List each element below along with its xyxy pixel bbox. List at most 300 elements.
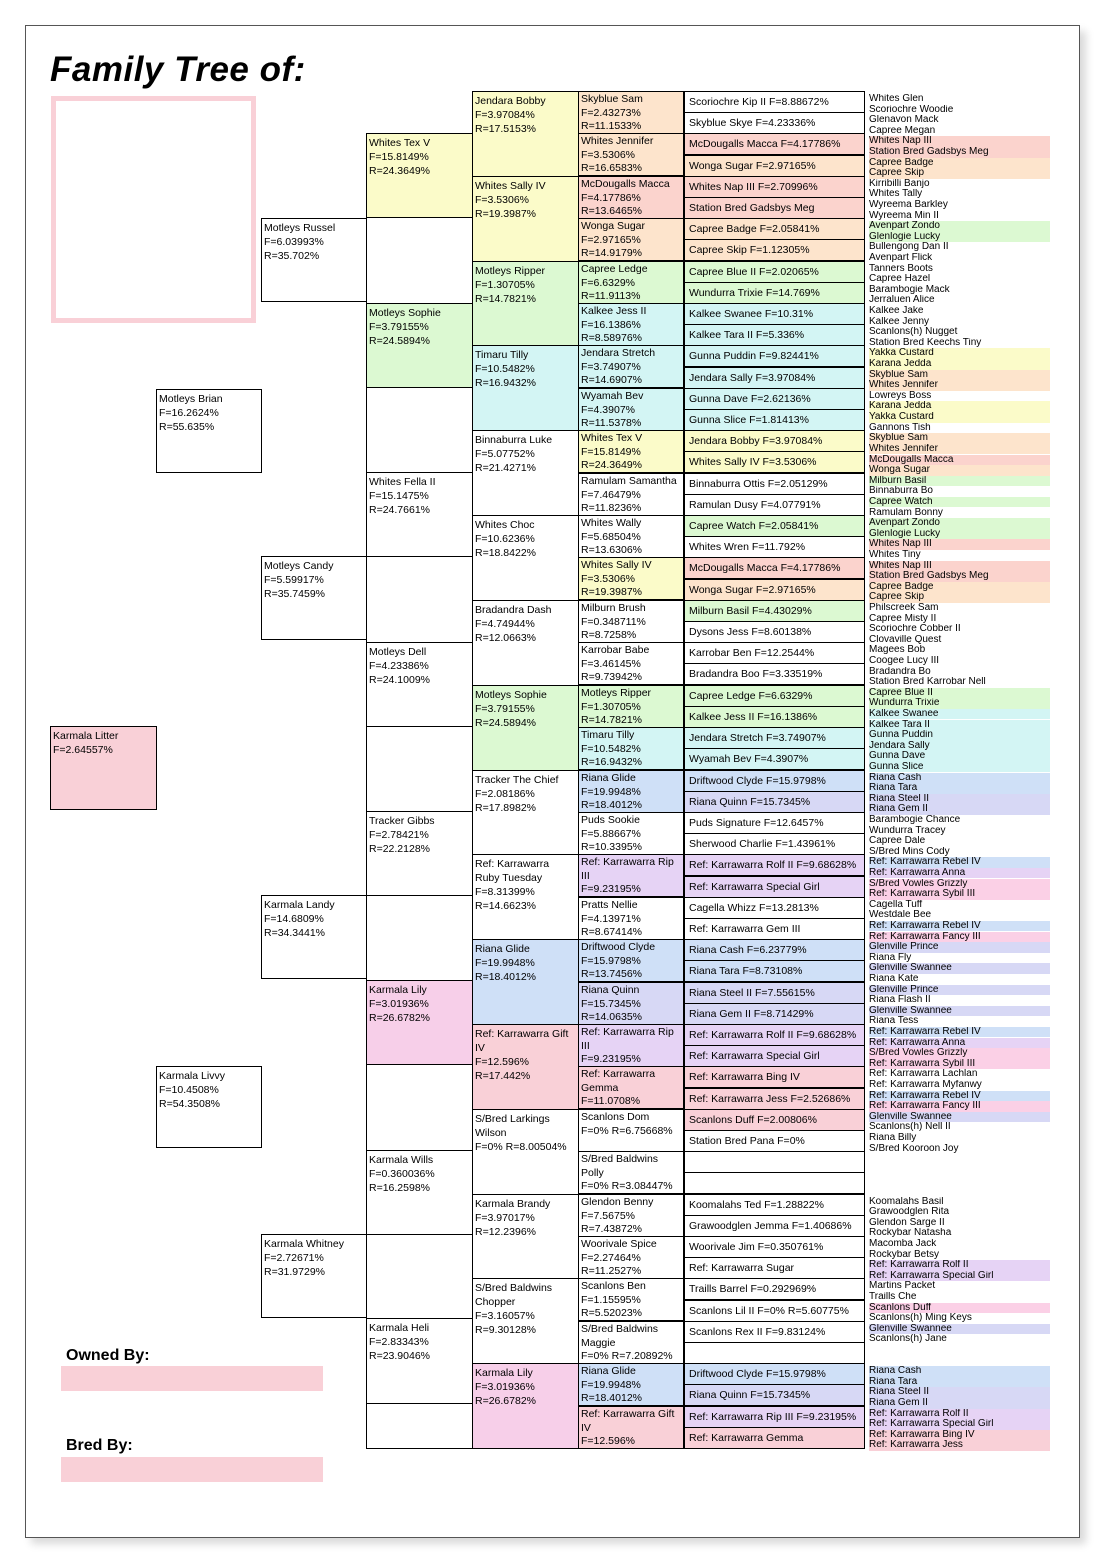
ancestor-gen8-entry: Ref: Karrawarra Sybil III bbox=[869, 889, 1050, 900]
animal-name: Karmala Wills bbox=[369, 1154, 434, 1166]
ancestor-gen8-entry: Bullengong Dan II bbox=[869, 242, 949, 253]
relationship-coefficient: R=31.9729% bbox=[264, 1266, 326, 1278]
ancestor-line: S/Bred Baldwins bbox=[475, 1282, 553, 1294]
great-grandparent-box-10 bbox=[366, 895, 473, 981]
ancestor-line: IV bbox=[475, 1042, 485, 1054]
ancestor-line: F=10.5482% bbox=[475, 363, 535, 375]
ancestor-gen5-box-12 bbox=[472, 1024, 579, 1110]
ancestor-line: R=8.7258% bbox=[581, 629, 637, 641]
ancestor-gen8-entry bbox=[869, 1345, 1050, 1356]
animal-name: Karmala Heli bbox=[369, 1322, 430, 1334]
ancestor-gen8-entry: Milburn Basil bbox=[869, 476, 1050, 487]
ancestor-gen8-entry: Rockybar Betsy bbox=[869, 1249, 940, 1260]
ancestor-gen8-entry: Kirribilli Banjo bbox=[869, 178, 930, 189]
ancestor-entry: Ref: Karrawarra Gemma bbox=[689, 1432, 804, 1444]
great-grandparent-box-11 bbox=[366, 980, 473, 1065]
ancestor-entry: Woorivale Jim F=0.350761% bbox=[689, 1241, 824, 1253]
ancestor-gen7-box-59 bbox=[684, 1321, 865, 1343]
ancestor-gen8-entry: Wundurra Tracey bbox=[869, 825, 946, 836]
ancestor-gen8-entry: Ref: Karrawarra Jess bbox=[869, 1440, 1050, 1451]
ancestor-gen8-entry: Philscreek Sam bbox=[869, 602, 939, 613]
ancestor-line: R=17.8982% bbox=[475, 802, 537, 814]
ancestor-gen6-box-9 bbox=[578, 430, 684, 473]
ancestor-gen6-box-18 bbox=[578, 812, 684, 855]
relationship-coefficient: R=23.9046% bbox=[369, 1350, 431, 1362]
ancestor-gen5-box-11 bbox=[472, 939, 579, 1025]
ancestor-gen8-entry bbox=[869, 1175, 1050, 1186]
ancestor-line: F=19.9948% bbox=[581, 1378, 641, 1391]
ancestor-gen8-entry: Ref: Karrawarra Special Girl bbox=[869, 1271, 1050, 1282]
ancestor-line: R=17.5153% bbox=[475, 123, 537, 135]
relationship-coefficient: R=55.635% bbox=[159, 421, 215, 433]
ancestor-entry: Scoriochre Kip II F=8.88672% bbox=[689, 96, 829, 108]
ancestor-line: R=16.6583% bbox=[581, 162, 643, 174]
ancestor-gen8-entry: Kalkee Tara II bbox=[869, 720, 1050, 731]
ancestor-gen8-entry: Lowreys Boss bbox=[869, 390, 932, 401]
ancestor-gen8-entry: Ref: Karrawarra Rebel IV bbox=[869, 1027, 1050, 1038]
ancestor-line: F=0% R=8.00504% bbox=[475, 1141, 567, 1153]
ancestor-entry: Ref: Karrawarra Jess F=2.52686% bbox=[689, 1093, 851, 1105]
ancestor-gen6-box-20 bbox=[578, 897, 684, 940]
ancestor-gen7-box-55 bbox=[684, 1236, 865, 1258]
ancestor-entry: Traills Barrel F=0.292969% bbox=[689, 1283, 817, 1295]
ancestor-gen8-entry: Scanlons Duff bbox=[869, 1303, 1050, 1314]
ancestor-entry: Driftwood Clyde F=15.9798% bbox=[689, 1368, 826, 1380]
ancestor-gen8-entry: Capree Badge bbox=[869, 158, 1050, 169]
sire-dam-box-2 bbox=[156, 1066, 262, 1148]
ancestor-line: F=9.23195% bbox=[581, 883, 641, 895]
ancestor-line: R=16.9432% bbox=[581, 756, 643, 768]
ancestor-line: R=13.6306% bbox=[581, 544, 643, 556]
ancestor-line: R=11.2527% bbox=[581, 1265, 642, 1277]
ancestor-gen7-box-53 bbox=[684, 1194, 865, 1216]
ancestor-gen8-entry: Ref: Karrawarra Rolf II bbox=[869, 1260, 1050, 1271]
ancestor-gen7-box-36 bbox=[684, 833, 865, 855]
ancestor-entry: Riana Tara F=8.73108% bbox=[689, 965, 803, 977]
ancestor-gen7-box-17 bbox=[684, 430, 865, 452]
ancestor-line: F=12.596% bbox=[581, 1435, 635, 1447]
ancestor-gen8-entry: Binnaburra Bo bbox=[869, 486, 933, 497]
ancestor-line: Whites Jennifer bbox=[581, 135, 654, 147]
ancestor-line: F=10.6236% bbox=[475, 533, 535, 545]
ancestor-gen7-box-40 bbox=[684, 918, 865, 940]
ancestor-line: Driftwood Clyde bbox=[581, 941, 656, 953]
ancestor-gen8-entry: Capree Badge bbox=[869, 582, 1050, 593]
ancestor-entry: Ref: Karrawarra Rolf II F=9.68628% bbox=[689, 859, 857, 871]
ancestor-gen8-entry: Martins Packet bbox=[869, 1281, 936, 1292]
ancestor-entry: Jendara Sally F=3.97084% bbox=[689, 372, 816, 384]
ancestor-gen7-box-6 bbox=[684, 197, 865, 219]
ancestor-line: R=14.7821% bbox=[581, 714, 643, 726]
ancestor-gen6-box-16 bbox=[578, 727, 684, 770]
ancestor-entry: Sherwood Charlie F=1.43961% bbox=[689, 838, 836, 850]
ancestor-gen6-box-32 bbox=[578, 1406, 684, 1449]
ancestor-gen8-entry: Glenville Prince bbox=[869, 985, 1050, 996]
ancestor-gen8-entry: Riana Kate bbox=[869, 973, 919, 984]
ancestor-gen6-box-31 bbox=[578, 1363, 684, 1406]
ancestor-gen8-entry: Whites Nap III bbox=[869, 539, 1050, 550]
inbreeding-coefficient: F=15.8149% bbox=[369, 151, 429, 163]
ancestor-gen8-entry: Ref: Karrawarra Bing IV bbox=[869, 1430, 1050, 1441]
ancestor-line: Karmala Brandy bbox=[475, 1198, 551, 1210]
ancestor-gen7-box-21 bbox=[684, 515, 865, 537]
ancestor-gen7-box-4 bbox=[684, 155, 865, 177]
ancestor-line: Ruby Tuesday bbox=[475, 872, 543, 884]
ancestor-gen8-entry: Wundurra Trixie bbox=[869, 698, 1050, 709]
photo-frame bbox=[51, 96, 256, 323]
ancestor-entry: Capree Badge F=2.05841% bbox=[689, 223, 820, 235]
ancestor-entry: Ref: Karrawarra Special Girl bbox=[689, 881, 820, 893]
ancestor-gen8-entry: Magees Bob bbox=[869, 645, 926, 656]
ancestor-gen8-entry: Ref: Karrawarra Sybil III bbox=[869, 1059, 1050, 1070]
ancestor-gen7-box-51 bbox=[684, 1151, 865, 1173]
ancestor-line: F=12.596% bbox=[475, 1056, 529, 1068]
ancestor-entry: Jendara Bobby F=3.97084% bbox=[689, 435, 823, 447]
ancestor-line: Whites Choc bbox=[475, 519, 535, 531]
inbreeding-coefficient: F=10.4508% bbox=[159, 1084, 219, 1096]
ancestor-line: S/Bred Baldwins bbox=[581, 1153, 659, 1165]
ancestor-gen7-box-60 bbox=[684, 1342, 865, 1364]
ancestor-gen5-box-15 bbox=[472, 1278, 579, 1364]
ancestor-gen8-entry: Ref: Karrawarra Fancy III bbox=[869, 1101, 1050, 1112]
ancestor-gen8-entry: Avenpart Flick bbox=[869, 253, 933, 263]
ancestor-gen7-box-1 bbox=[684, 91, 865, 113]
ancestor-line: F=9.23195% bbox=[581, 1053, 641, 1065]
ancestor-entry: Driftwood Clyde F=15.9798% bbox=[689, 775, 826, 787]
ancestor-gen7-box-41 bbox=[684, 939, 865, 961]
ancestor-gen6-box-28 bbox=[578, 1236, 684, 1279]
ancestor-gen7-box-43 bbox=[684, 982, 865, 1004]
ancestor-gen7-box-29 bbox=[684, 685, 865, 707]
ancestor-gen7-box-2 bbox=[684, 112, 865, 134]
ancestor-line: F=1.30705% bbox=[581, 700, 641, 713]
ancestor-line: R=26.6782% bbox=[475, 1395, 537, 1407]
ancestor-gen8-entry: Barambogie Mack bbox=[869, 284, 950, 295]
ancestor-line: F=4.13971% bbox=[581, 912, 641, 925]
ancestor-gen5-box-4 bbox=[472, 345, 579, 431]
ancestor-line: F=2.08186% bbox=[475, 788, 535, 800]
ancestor-gen5-box-1 bbox=[472, 91, 579, 177]
owned-by-field[interactable] bbox=[61, 1366, 323, 1391]
ancestor-gen8-entry: Ramulam Bonny bbox=[869, 507, 943, 518]
ancestor-gen8-entry: Jerraluen Alice bbox=[869, 295, 935, 306]
ancestor-gen7-box-38 bbox=[684, 876, 865, 898]
ancestor-line: Ref: Karrawarra Rip bbox=[581, 856, 674, 868]
ancestor-gen8-entry: Capree Skip bbox=[869, 168, 1050, 179]
ancestor-gen8-entry: Wyreema Min II bbox=[869, 210, 939, 221]
great-grandparent-box-16 bbox=[366, 1403, 473, 1449]
ancestor-entry: Riana Quinn F=15.7345% bbox=[689, 796, 811, 808]
ancestor-gen6-box-26 bbox=[578, 1151, 684, 1194]
ancestor-line: Puds Sookie bbox=[581, 814, 640, 826]
ancestor-entry: Station Bred Gadsbys Meg bbox=[689, 202, 815, 214]
ancestor-gen8-entry: Whites Tally bbox=[869, 189, 923, 200]
ancestor-line: Maggie bbox=[581, 1336, 616, 1349]
animal-name: Motleys Brian bbox=[159, 393, 223, 405]
ancestor-gen7-box-10 bbox=[684, 282, 865, 304]
ancestor-gen6-box-15 bbox=[578, 685, 684, 728]
ancestor-line: R=21.4271% bbox=[475, 462, 537, 474]
ancestor-line: F=19.9948% bbox=[581, 785, 641, 798]
ancestor-gen8-entry: Barambogie Chance bbox=[869, 814, 961, 825]
animal-name: Karmala Litter bbox=[53, 730, 119, 742]
ancestor-entry: Bradandra Boo F=3.33519% bbox=[689, 668, 823, 680]
ancestor-line: F=3.5306% bbox=[581, 148, 635, 161]
ancestor-gen6-box-4 bbox=[578, 218, 684, 261]
ancestor-gen8-entry: Ref: Karrawarra Anna bbox=[869, 1038, 1050, 1049]
ancestor-line: F=15.7345% bbox=[581, 997, 641, 1010]
ancestor-entry: Koomalahs Ted F=1.28822% bbox=[689, 1199, 824, 1211]
ancestor-entry: Kalkee Jess II F=16.1386% bbox=[689, 711, 818, 723]
ancestor-gen8-entry: Jendara Sally bbox=[869, 741, 1050, 752]
ancestor-line: R=8.58976% bbox=[581, 332, 643, 344]
ancestor-line: F=0% R=6.75668% bbox=[581, 1124, 673, 1137]
ancestor-gen5-box-14 bbox=[472, 1194, 579, 1280]
ancestor-gen8-entry: Rockybar Natasha bbox=[869, 1228, 952, 1239]
ancestor-gen6-box-19 bbox=[578, 854, 684, 897]
ancestor-gen8-entry: Glenville Swannee bbox=[869, 1112, 1050, 1123]
ancestor-line: F=2.27464% bbox=[581, 1251, 641, 1264]
animal-name: Whites Fella II bbox=[369, 476, 436, 488]
ancestor-entry: Ref: Karrawarra Bing IV bbox=[689, 1071, 800, 1083]
ancestor-entry: Ref: Karrawarra Rolf II F=9.68628% bbox=[689, 1029, 857, 1041]
great-grandparent-box-3 bbox=[366, 303, 473, 388]
inbreeding-coefficient: F=3.79155% bbox=[369, 321, 429, 333]
ancestor-gen7-box-24 bbox=[684, 579, 865, 601]
ancestor-gen8-entry: Station Bred Karrobar Nell bbox=[869, 677, 986, 688]
bred-by-field[interactable] bbox=[61, 1457, 323, 1482]
ancestor-gen6-box-7 bbox=[578, 345, 684, 388]
ancestor-gen8-entry bbox=[869, 1186, 1050, 1197]
ancestor-entry: Whites Nap III F=2.70996% bbox=[689, 181, 818, 193]
ancestor-gen8-entry: Station Bred Gadsbys Meg bbox=[869, 147, 1050, 158]
animal-name: Motleys Dell bbox=[369, 646, 427, 658]
ancestor-gen7-box-57 bbox=[684, 1278, 865, 1300]
relationship-coefficient: R=22.2128% bbox=[369, 843, 431, 855]
ancestor-line: F=10.5482% bbox=[581, 742, 641, 755]
ancestor-gen8-entry: Riana Billy bbox=[869, 1133, 917, 1143]
ancestor-line: III bbox=[581, 869, 590, 882]
ancestor-gen7-box-32 bbox=[684, 748, 865, 770]
inbreeding-coefficient: F=14.6809% bbox=[264, 913, 324, 925]
ancestor-gen8-entry: Riana Tess bbox=[869, 1016, 919, 1027]
great-grandparent-box-13 bbox=[366, 1150, 473, 1235]
inbreeding-coefficient: F=2.78421% bbox=[369, 829, 429, 841]
ancestor-gen5-box-3 bbox=[472, 261, 579, 347]
ancestor-gen8-entry: Bradandra Bo bbox=[869, 666, 931, 677]
ancestor-gen8-entry: Ref: Karrawarra Special Girl bbox=[869, 1419, 1050, 1430]
ancestor-gen6-box-14 bbox=[578, 642, 684, 685]
ancestor-line: R=13.7456% bbox=[581, 968, 643, 980]
ancestor-gen7-box-46 bbox=[684, 1045, 865, 1067]
ancestor-gen8-entry: Riana Gem II bbox=[869, 804, 1050, 815]
ancestor-gen6-box-30 bbox=[578, 1321, 684, 1364]
ancestor-gen7-box-34 bbox=[684, 791, 865, 813]
ancestor-line: Wilson bbox=[475, 1127, 507, 1139]
ancestor-line: F=3.79155% bbox=[475, 703, 535, 715]
great-grandparent-box-15 bbox=[366, 1318, 473, 1404]
ancestor-gen8-entry: Ref: Karrawarra Rebel IV bbox=[869, 857, 1050, 868]
ancestor-entry: Riana Cash F=6.23779% bbox=[689, 944, 807, 956]
ancestor-line: Woorivale Spice bbox=[581, 1238, 657, 1250]
ancestor-gen7-box-35 bbox=[684, 812, 865, 834]
ancestor-gen7-box-28 bbox=[684, 663, 865, 685]
ancestor-line: Karrobar Babe bbox=[581, 644, 650, 656]
page-title: Family Tree of: bbox=[50, 50, 306, 89]
ancestor-entry: Scanlons Duff F=2.00806% bbox=[689, 1114, 817, 1126]
ancestor-gen8-entry: Riana Gem II bbox=[869, 1398, 1050, 1409]
ancestor-gen7-box-9 bbox=[684, 261, 865, 283]
ancestor-line: Gemma bbox=[581, 1081, 619, 1094]
ancestor-line: Whites Wally bbox=[581, 517, 642, 529]
ancestor-gen8-entry: Whites Tiny bbox=[869, 549, 921, 560]
ancestor-line: Ref: Karrawarra Gift bbox=[475, 1028, 569, 1040]
ancestor-line: Polly bbox=[581, 1166, 604, 1179]
ancestor-gen8-entry: Capree Watch bbox=[869, 497, 1050, 508]
ancestor-line: Capree Ledge bbox=[581, 263, 648, 275]
ancestor-line: F=15.9798% bbox=[581, 954, 641, 967]
ancestor-line: Timaru Tilly bbox=[581, 729, 635, 741]
ancestor-line: F=3.97017% bbox=[475, 1212, 535, 1224]
ancestor-gen8-entry: Tanners Boots bbox=[869, 263, 933, 274]
ancestor-line: Riana Glide bbox=[581, 1365, 636, 1377]
ancestor-gen8-entry: Grawoodglen Rita bbox=[869, 1207, 950, 1218]
animal-name: Karmala Landy bbox=[264, 899, 335, 911]
ancestor-entry: Milburn Basil F=4.43029% bbox=[689, 605, 812, 617]
ancestor-line: Skyblue Sam bbox=[581, 93, 643, 105]
ancestor-line: F=0% R=3.08447% bbox=[581, 1180, 673, 1192]
ancestor-gen8-entry: Macomba Jack bbox=[869, 1239, 937, 1249]
ancestor-gen8-entry: Whites Jennifer bbox=[869, 380, 1050, 391]
ancestor-entry: Gunna Slice F=1.81413% bbox=[689, 414, 809, 426]
ancestor-line: S/Bred Baldwins bbox=[581, 1323, 659, 1335]
ancestor-gen7-box-39 bbox=[684, 897, 865, 919]
ancestor-line: F=3.16057% bbox=[475, 1310, 535, 1322]
ancestor-gen8-entry: Capree Hazel bbox=[869, 274, 931, 285]
ancestor-line: F=5.88667% bbox=[581, 827, 641, 840]
ancestor-gen6-box-5 bbox=[578, 261, 684, 304]
ancestor-entry: Ref: Karrawarra Sugar bbox=[689, 1262, 795, 1274]
ancestor-line: R=17.442% bbox=[475, 1070, 531, 1082]
ancestor-gen7-box-22 bbox=[684, 536, 865, 558]
grandparent-box-3 bbox=[261, 895, 367, 979]
ancestor-line: R=24.3649% bbox=[581, 459, 643, 471]
ancestor-line: F=3.46145% bbox=[581, 657, 641, 670]
ancestor-gen8-entry: Station Bred Keechs Tiny bbox=[869, 337, 982, 348]
ancestor-gen7-box-12 bbox=[684, 324, 865, 346]
ancestor-line: Whites Sally IV bbox=[475, 180, 546, 192]
ancestor-gen8-entry: Riana Flash II bbox=[869, 995, 931, 1006]
relationship-coefficient: R=16.2598% bbox=[369, 1182, 431, 1194]
ancestor-entry: Binnaburra Ottis F=2.05129% bbox=[689, 478, 828, 490]
ancestor-gen8-entry: Karana Jedda bbox=[869, 359, 1050, 370]
dam-sire-subject-box bbox=[50, 726, 157, 810]
ancestor-gen8-entry: Riana Steel II bbox=[869, 794, 1050, 805]
bred-by-label: Bred By: bbox=[66, 1437, 133, 1454]
ancestor-line: R=18.4012% bbox=[581, 799, 643, 811]
ancestor-gen6-box-12 bbox=[578, 557, 684, 600]
ancestor-gen6-box-27 bbox=[578, 1194, 684, 1237]
ancestor-line: Ref: Karrawarra Rip bbox=[581, 1026, 674, 1038]
ancestor-gen6-box-3 bbox=[578, 176, 684, 219]
ancestor-entry: McDougalls Macca F=4.17786% bbox=[689, 562, 841, 574]
ancestor-line: Whites Sally IV bbox=[581, 559, 652, 571]
ancestor-gen8-entry: Gunna Dave bbox=[869, 751, 1050, 762]
ancestor-gen7-box-23 bbox=[684, 557, 865, 579]
great-grandparent-box-14 bbox=[366, 1234, 473, 1319]
ancestor-gen8-entry: Clovaville Quest bbox=[869, 634, 942, 645]
ancestor-entry: Skyblue Skye F=4.23336% bbox=[689, 117, 816, 129]
ancestor-line: R=9.73942% bbox=[581, 671, 643, 683]
ancestor-gen8-entry: Glenlogie Lucky bbox=[869, 529, 1050, 540]
ancestor-gen7-box-58 bbox=[684, 1300, 865, 1322]
ancestor-line: F=16.1386% bbox=[581, 318, 641, 331]
ancestor-gen8-entry: Ref: Karrawarra Myfanwy bbox=[869, 1079, 982, 1090]
ancestor-entry: Dysons Jess F=8.60138% bbox=[689, 626, 812, 638]
ancestor-line: R=19.3987% bbox=[475, 208, 537, 220]
ancestor-gen7-box-50 bbox=[684, 1130, 865, 1152]
ancestor-gen7-box-44 bbox=[684, 1003, 865, 1025]
ancestor-line: Binnaburra Luke bbox=[475, 434, 553, 446]
ancestor-entry: Riana Steel II F=7.55615% bbox=[689, 987, 815, 999]
ancestor-gen8-entry: Ref: Karrawarra Fancy III bbox=[869, 932, 1050, 943]
ancestor-entry: Wonga Sugar F=2.97165% bbox=[689, 584, 816, 596]
ancestor-line: McDougalls Macca bbox=[581, 178, 670, 190]
ancestor-gen7-box-3 bbox=[684, 133, 865, 155]
ancestor-line: F=0% R=7.20892% bbox=[581, 1350, 673, 1362]
ancestor-gen7-box-27 bbox=[684, 642, 865, 664]
ancestor-gen8-entry: Capree Dale bbox=[869, 836, 926, 847]
ancestor-gen8-entry: Whites Nap III bbox=[869, 561, 1050, 572]
ancestor-line: F=4.3907% bbox=[581, 403, 635, 416]
ancestor-gen8-entry: Riana Fly bbox=[869, 952, 912, 963]
ancestor-line: Jendara Stretch bbox=[581, 347, 656, 359]
ancestor-gen8-entry: Glenville Swannee bbox=[869, 1324, 1050, 1335]
ancestor-line: F=11.0708% bbox=[581, 1095, 641, 1107]
ancestor-line: Motleys Sophie bbox=[475, 689, 547, 701]
relationship-coefficient: R=24.5894% bbox=[369, 335, 431, 347]
ancestor-gen5-box-2 bbox=[472, 176, 579, 262]
great-grandparent-box-2 bbox=[366, 217, 473, 304]
ancestor-line: Scanlons Dom bbox=[581, 1111, 650, 1123]
ancestor-gen8-entry: Riana Tara bbox=[869, 783, 1050, 794]
ancestor-gen8-entry: Whites Glen bbox=[869, 94, 924, 104]
ancestor-line: R=11.9113% bbox=[581, 290, 641, 302]
ancestor-gen7-box-11 bbox=[684, 303, 865, 325]
ancestor-gen6-box-22 bbox=[578, 982, 684, 1025]
ancestor-line: R=9.30128% bbox=[475, 1324, 537, 1336]
ancestor-entry: Gunna Dave F=2.62136% bbox=[689, 393, 811, 405]
ancestor-gen5-box-5 bbox=[472, 430, 579, 516]
ancestor-line: F=3.74907% bbox=[581, 360, 641, 373]
ancestor-gen7-box-62 bbox=[684, 1384, 865, 1406]
ancestor-gen8-entry: Riana Cash bbox=[869, 773, 1050, 784]
ancestor-gen5-box-10 bbox=[472, 854, 579, 940]
ancestor-line: R=14.0635% bbox=[581, 1011, 643, 1023]
ancestor-entry: Kalkee Swanee F=10.31% bbox=[689, 308, 814, 320]
grandparent-box-4 bbox=[261, 1234, 367, 1318]
relationship-coefficient: R=34.3441% bbox=[264, 927, 326, 939]
ancestor-gen8-entry: Gunna Slice bbox=[869, 762, 1050, 773]
ancestor-gen8-entry: Scanlons(h) Nugget bbox=[869, 327, 958, 338]
ancestor-gen6-box-11 bbox=[578, 515, 684, 558]
ancestor-gen8-entry: S/Bred Vowles Grizzly bbox=[869, 1048, 1050, 1059]
animal-name: Karmala Whitney bbox=[264, 1238, 344, 1250]
ancestor-gen8-entry: Riana Cash bbox=[869, 1366, 1050, 1377]
ancestor-gen7-box-25 bbox=[684, 600, 865, 622]
ancestor-line: R=12.0663% bbox=[475, 632, 537, 644]
ancestor-gen8-entry: Skyblue Sam bbox=[869, 370, 1050, 381]
